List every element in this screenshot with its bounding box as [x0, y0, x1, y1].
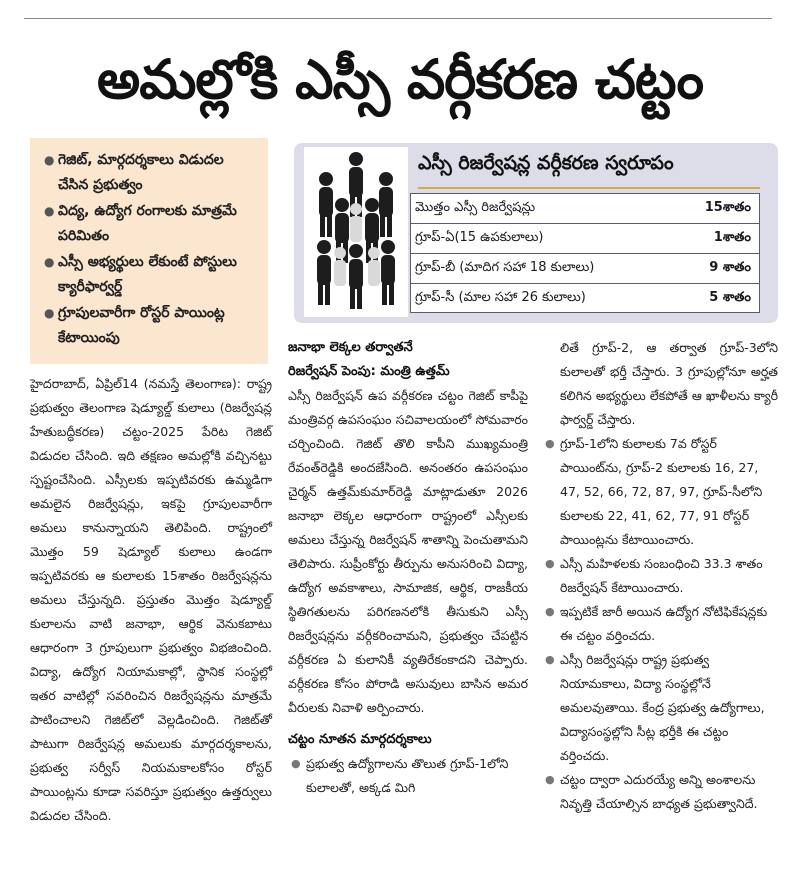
people-illustration [304, 147, 408, 317]
list-item: ● చట్టం ద్వారా ఎదురయ్యే అన్ని అంశాలను నివృత్తి చేయాల్సిన బాధ్యత ప్రభుత్వానిదే. [542, 768, 778, 816]
row-value: 1శాతం [713, 230, 751, 245]
row-value: 15శాతం [704, 200, 751, 215]
article-column-2 [288, 336, 528, 800]
top-divider [24, 18, 772, 19]
row-label: గ్రూప్‌-బీ (మాదిగ సహా 18 కులాలు) [415, 260, 595, 275]
list-item: ● గ్రూప్‌-1లోని కులాలకు 7వ రోస్టర్ పాయింట్‌ను, గ్రూప్‌-2 కులాలకు 16, 27, 47, 52, 66, 72, 87, 97, గ్రూప్‌-సీలోని కులాలకు 22, 41, 62, 77, 91 రోస్టర్ పాయింట్లను కేటాయించారు. [542, 432, 778, 552]
table-row [410, 223, 760, 253]
row-label: గ్రూప్‌-సీ (మాల సహా 26 కులాలు) [415, 290, 586, 305]
article-body-continued: లితే గ్రూప్‌-2, ఆ తర్వాత గ్రూప్‌-3లోని కులాలతో భర్తీ చేస్తారు. 3 గ్రూపుల్లోనూ అర్హత కలిగిన అభ్యర్థులు లేకపోతే ఆ ఖాళీలను క్యారీ ఫార్వర్డ్ చేస్తారు. [560, 340, 778, 427]
article-column-3 [542, 336, 778, 816]
highlights-box [30, 138, 268, 364]
subheading: జనాభా లెక్కల తర్వాతనే [288, 340, 413, 355]
previous-article-strip [0, 0, 800, 22]
row-value: 5 శాతం [709, 290, 751, 305]
bullet-icon: ● [545, 557, 555, 570]
table-row [410, 283, 760, 313]
article-body: హైదరాబాద్, ఏప్రిల్14 (నమస్తే తెలంగాణ): రాష్ట్ర ప్రభుత్వం తెలంగాణ షెడ్యూల్డ్ కులాలు (రిజర్వేషన్ల హేతుబద్ధీకరణ) చట్టం-2025 పేరిట గెజిట్ విడుదల చేసింది. ఇది తక్షణం అమల్లోకి వచ్చినట్టు స్పష్టంచేసింది. ఎస్సీలకు ఇప్పటివరకు ఉమ్మడిగా అమలైన రిజర్వేషన్లు, ఇకపై గ్రూపులవారీగా అమలు కానున్నాయని తెలిపింది. రాష్ట్రంలో మొత్తం 59 షెడ్యూల్ కులాలు ఉండగా ఇప్పటివరకు ఆ కులాలకు 15శాతం రిజర్వేషన్లను అమలు చేస్తున్నది. ప్రస్తుతం మొత్తం షెడ్యూల్డ్ కులాలను వాటి జనాభా, ఆర్థిక వెనుకబాటు ఆధారంగా 3 గ్రూపులుగా ప్రభుత్వం విభజించింది. విద్యా, ఉద్యోగ నియామకాల్లో, స్థానిక సంస్థల్లో ఇతర వాటిల్లో సవరించిన రిజర్వేషన్లను మాత్రమే పాటించాలని గెజిట్‌లో వెల్లడించింది. గెజిట్‌తో పాటుగా రిజర్వేషన్ల అమలుకు మార్గదర్శకాలను, ప్రభుత్వ సర్వీస్ నియమకాలకోసం రోస్టర్ పాయింట్లను కూడా సవరిస్తూ ప్రభుత్వం ఉత్తర్వులు విడుదల చేసింది. [30, 376, 272, 823]
subheading: రిజర్వేషన్ పెంపు: మంత్రి ఉత్తమ్ [288, 364, 450, 379]
article-column-1 [30, 372, 272, 828]
subheading-guidelines: చట్టం నూతన మార్గదర్శకాలు [288, 732, 432, 747]
crowd-icon [304, 147, 408, 317]
bullet-icon: ● [44, 153, 55, 167]
table-row [410, 193, 760, 223]
bullet-icon: ● [545, 773, 555, 786]
highlight-item: ● విద్య, ఉద్యోగ రంగాలకు మాత్రమే పరిమితం [42, 199, 258, 249]
row-label: మొత్తం ఎస్సీ రిజర్వేషన్లు [415, 200, 536, 215]
row-value: 9 శాతం [709, 260, 751, 275]
list-item: ● ఎస్సీ రిజర్వేషన్లు రాష్ట్ర ప్రభుత్వ నియామకాలు, విద్యా సంస్థల్లోనే అమలవుతాయి. కేంద్ర ప్రభుత్వ ఉద్యోగాలు, విద్యాసంస్థల్లోని సీట్ల భర్తీకి ఈ చట్టం వర్తించదు. [542, 648, 778, 768]
bullet-icon: ● [44, 306, 55, 320]
bullet-icon: ● [44, 204, 55, 218]
highlight-item: ● ఎస్సీ అభ్యర్థులు లేకుంటే పోస్టులు క్యారీఫార్వర్డ్ [42, 250, 258, 300]
bullet-icon: ● [545, 437, 555, 450]
article-body: ఎస్సీ రిజర్వేషన్ ఉప వర్గీకరణ చట్టం గెజిట్ కాపీపై మంత్రివర్గ ఉపసంఘం సచివాలయంలో సోమవారం చర్చించింది. గెజిట్ తొలి కాపీని ముఖ్యమంత్రి రేవంత్‌రెడ్డికి అందజేసింది. అనంతరం ఉపసంఘం చైర్మన్ ఉత్తమ్‌కుమార్‌రెడ్డి మాట్లాడుతూ 2026 జనాభా లెక్కల ఆధారంగా రాష్ట్రంలో ఎస్సీలకు అమలు చేస్తున్న రిజర్వేషన్ శాతాన్ని పెంచుతామని తెలిపారు. సుప్రీంకోర్టు తీర్పును అనుసరించి విద్యా, ఉద్యోగ అవకాశాలు, సామాజిక, ఆర్థిక, రాజకీయ స్థితిగతులను పరిగణనలోకి తీసుకుని ఎస్సీ రిజర్వేషన్లను వర్గీకరించామని, ప్రభుత్వం చేపట్టిన వర్గీకరణ ఏ కులానికీ వ్యతిరేకంకాదని చెప్పారు. వర్గీకరణ కోసం పోరాడి అసువులు బాసిన అమర వీరులకు నివాళి అర్పించారు. [288, 388, 528, 715]
bullet-icon: ● [545, 605, 555, 618]
infobox-title: ఎస్సీ రిజర్వేషన్ల వర్గీకరణ స్వరూపం [418, 152, 674, 174]
highlight-item: ● గ్రూపులవారీగా రోస్టర్ పాయింట్ల కేటాయింపు [42, 301, 258, 351]
bullet-icon: ● [291, 757, 301, 770]
list-item: ● ఎస్సీ మహిళలకు సంబంధించి 33.3 శాతం రిజర్వేషన్ కేటాయించారు. [542, 552, 778, 600]
bullet-icon: ● [44, 255, 55, 269]
list-item: ● ఇప్పటికే జారీ అయిన ఉద్యోగ నోటిఫికేషన్లకు ఈ చట్టం వర్తించదు. [542, 600, 778, 648]
list-item: ● ప్రభుత్వ ఉద్యోగాలను తొలుత గ్రూప్‌-1లోని కులాలతో, అక్కడ మిగి [288, 752, 528, 800]
bullet-icon: ● [545, 653, 555, 666]
title-underline [418, 187, 760, 189]
reservation-table [410, 193, 760, 313]
highlight-item: ● గెజిట్, మార్గదర్శకాలు విడుదల చేసిన ప్రభుత్వం [42, 148, 258, 198]
row-label: గ్రూప్‌-ఏ(15 ఉపకులాలు) [415, 230, 544, 245]
headline: అమల్లోకి ఎస్సీ వర్గీకరణ చట్టం [97, 48, 703, 111]
table-row [410, 253, 760, 283]
